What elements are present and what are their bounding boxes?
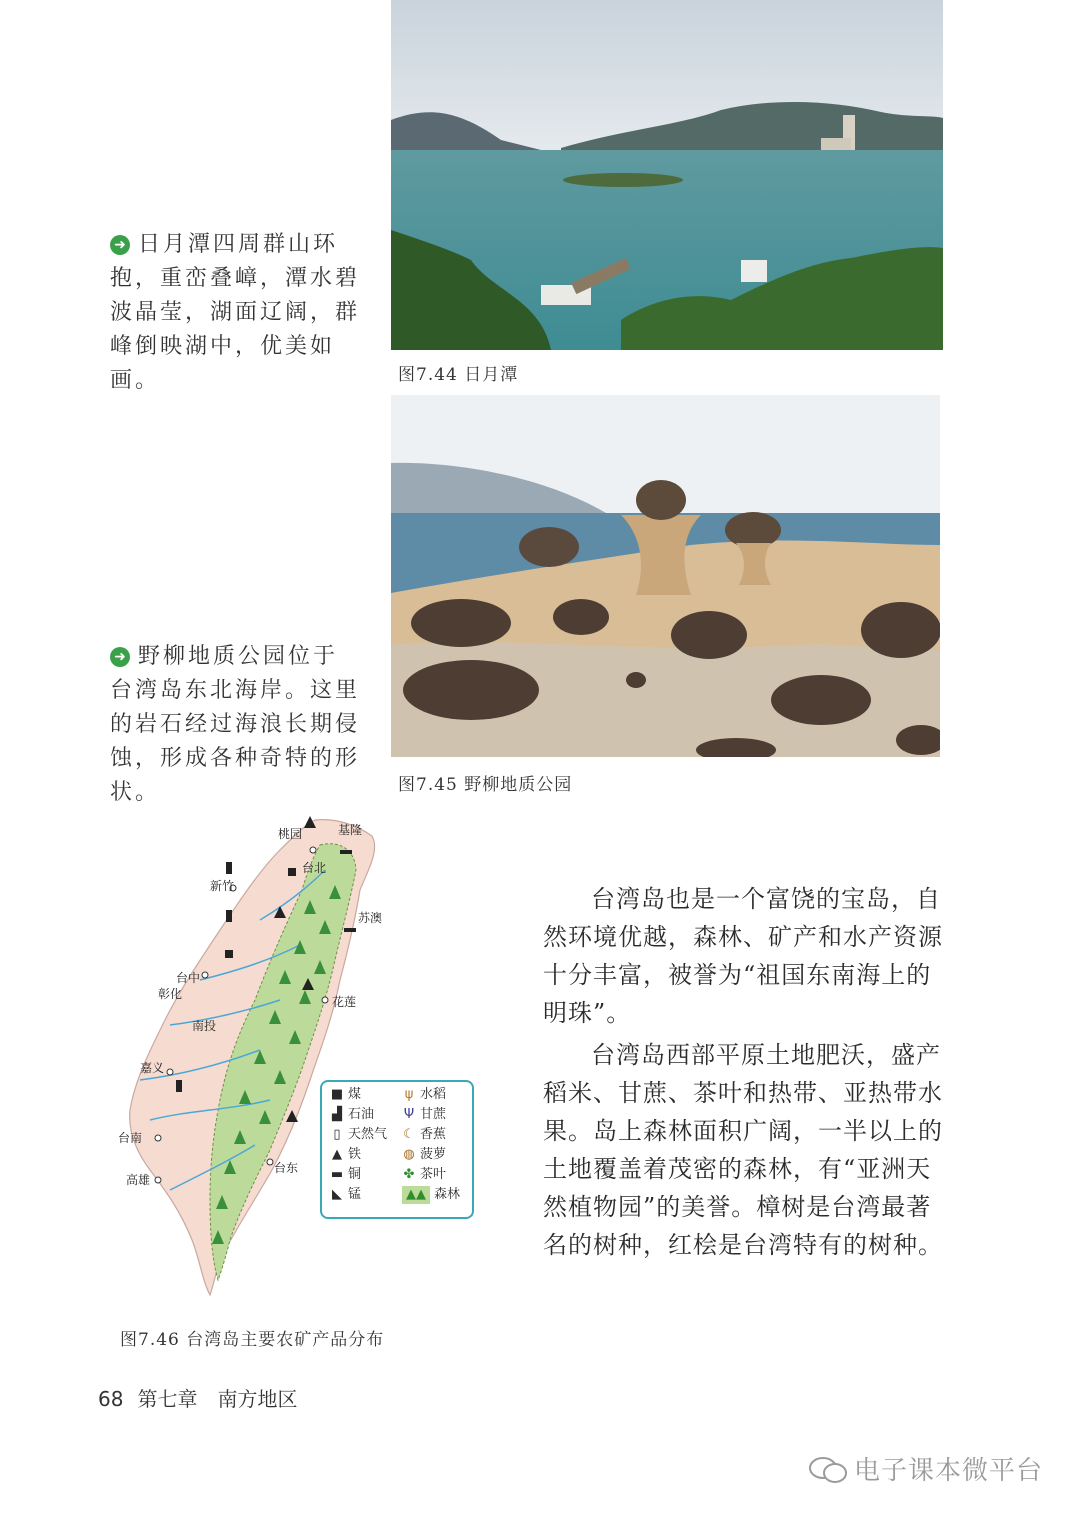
note-text: 日月潭四周群山环抱，重峦叠嶂，潭水碧波晶莹，湖面辽阔，群峰倒映湖中，优美如画。 [110,232,361,393]
city-label-tainan: 台南 [118,1131,143,1145]
city-label-taichung: 台中 [176,971,201,985]
body-text [543,880,943,1264]
yehliu-photo [391,395,940,757]
city-label-taipei: 台北 [302,861,327,875]
sun-moon-lake-photo [391,0,943,350]
pineapple-icon: ◍ [403,1147,415,1162]
sun-moon-lake-note [110,228,360,398]
yehliu-note [110,640,360,810]
wechat-icon [808,1456,848,1484]
iron-icon: ▲ [332,1147,342,1162]
figure-7-44-caption: 图7.44 日月潭 [398,365,519,385]
arrow-right-icon: ➜ [110,647,130,667]
city-label-suao: 苏澳 [358,911,383,925]
city-label-chiayi: 嘉义 [140,1061,165,1075]
copper-icon: ▬ [330,1167,344,1182]
sugarcane-icon: Ψ [403,1107,415,1122]
page-footer [98,1383,297,1412]
arrow-right-icon: ➜ [110,235,130,255]
coal-icon: ■ [330,1087,344,1102]
city-label-changhua: 彰化 [158,987,183,1001]
city-label-hsinchu: 新竹 [210,879,235,893]
gas-icon: ▯ [333,1127,341,1142]
oil-icon: ▟ [332,1107,342,1122]
rice-icon: ψ [404,1087,414,1102]
tea-icon: ✤ [403,1167,415,1182]
city-label-hualien: 花莲 [332,995,357,1009]
manganese-icon: ◣ [332,1187,342,1202]
body-paragraph-2: 台湾岛西部平原土地肥沃，盛产稻米、甘蔗、茶叶和热带、亚热带水果。岛上森林面积广阔，一半以上的土地覆盖着茂密的森林，有“亚洲天然植物园”的美誉。樟树是台湾最著名的树种，红桧是台湾特有的树种。 [543,1041,943,1259]
page-number: 68 [98,1387,124,1411]
figure-7-45-caption: 图7.45 野柳地质公园 [398,775,573,795]
city-label-nantou: 南投 [192,1019,217,1033]
city-label-keelung: 基隆 [338,823,363,837]
city-label-taoyuan: 桃园 [278,827,303,841]
banana-icon: ☾ [403,1127,415,1142]
city-label-kaohsiung: 高雄 [126,1173,151,1187]
forest-icon: ▲▲ [402,1186,430,1204]
watermark [808,1450,1043,1487]
note-text: 野柳地质公园位于台湾岛东北海岸。这里的岩石经过海浪长期侵蚀，形成各种奇特的形状。 [110,644,361,805]
figure-7-46-caption: 图7.46 台湾岛主要农矿产品分布 [120,1330,385,1350]
map-legend: ■ 煤 ▟ 石油 ▯ 天然气 ▲ 铁 ▬ 铜 ◣ 锰 ψ 水稻 Ψ 甘蔗 ☾ 香蕉 ◍ 菠萝 ✤ 茶叶 ▲▲ 森林 [320,1080,474,1219]
watermark-text: 电子课本微平台 [854,1456,1044,1486]
city-label-taitung: 台东 [274,1161,299,1175]
chapter-title: 第七章 南方地区 [137,1387,298,1411]
body-paragraph-1: 台湾岛也是一个富饶的宝岛，自然环境优越，森林、矿产和水产资源十分丰富，被誉为“祖国东南海上的明珠”。 [543,885,943,1027]
taiwan-resource-map [110,810,480,1310]
